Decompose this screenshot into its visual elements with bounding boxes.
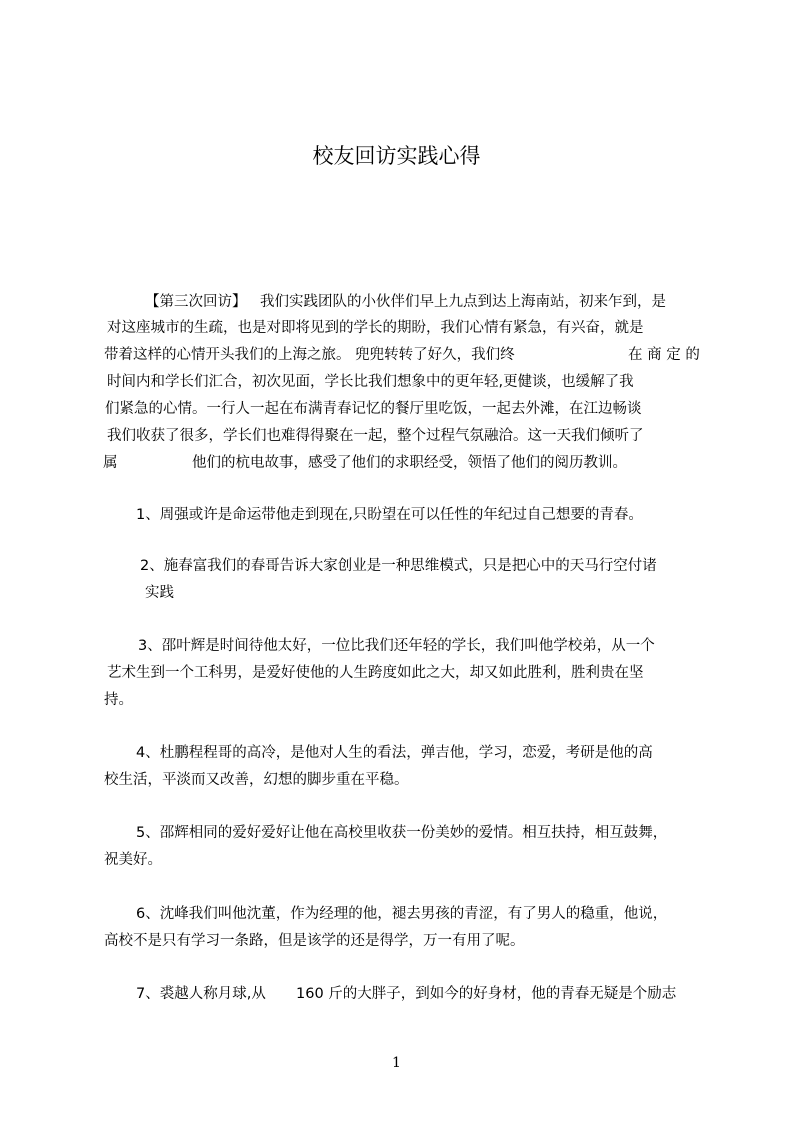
list-item-line: 3、邵叶辉是时间待他太好，一位比我们还年轻的学长，我们叫他学校弟，从一个	[138, 638, 655, 654]
list-item-line: 7、裘越人称月球,从	[136, 986, 266, 1002]
list-item-line: 祝美好。	[104, 852, 162, 868]
intro-line: 们紧急的心情。一行人一起在布满青春记忆的餐厅里吃饭，一起去外滩，在江边畅谈	[105, 401, 642, 417]
intro-line: 时间内和学长们汇合，初次见面，学长比我们想象中的更年轻,更健谈，也缓解了我	[107, 374, 634, 390]
list-item-line: 2、施春富我们的春哥告诉大家创业是一种思维模式，只是把心中的天马行空付诸	[140, 558, 657, 574]
list-item-line: 4、杜鹏程程哥的高冷，是他对人生的看法，弹吉他，学习，恋爱，考研是他的高	[136, 745, 653, 761]
intro-line: 带着这样的心情开头我们的上海之旅。 兜兜转转了好久，我们终	[104, 347, 515, 363]
document-title: 校友回访实践心得	[312, 144, 481, 168]
list-item-line: 6、沈峰我们叫他沈董，作为经理的他，褪去男孩的青涩，有了男人的稳重，他说，	[136, 906, 668, 922]
list-item-line: 5、邵辉相同的爱好爱好让他在高校里收获一份美妙的爱情。相互扶持，相互鼓舞，	[136, 825, 668, 841]
intro-line: 在 商 定 的	[628, 347, 700, 363]
page-number: 1	[392, 1055, 401, 1071]
intro-line: 他们的杭电故事，感受了他们的求职经受，领悟了他们的阅历教训。	[192, 455, 627, 471]
list-item: 1、周强或许是命运带他走到现在,只盼望在可以任性的年纪过自己想要的青春。	[136, 507, 643, 523]
list-item-line: 校生活，平淡而又改善，幻想的脚步重在平稳。	[104, 772, 409, 788]
list-item-line: 高校不是只有学习一条路，但是该学的还是得学，万一有用了呢。	[104, 933, 525, 949]
list-item-line: 实践	[145, 585, 174, 601]
list-item-line: 160 斤的大胖子，到如今的好身材，他的青春无疑是个励志	[296, 986, 677, 1002]
intro-line: 属	[103, 455, 118, 471]
intro-line: 对这座城市的生疏，也是对即将见到的学长的期盼，我们心情有紧急，有兴奋，就是	[107, 320, 644, 336]
list-item-line: 持。	[104, 692, 133, 708]
intro-label: 【第三次回访】	[145, 294, 247, 310]
intro-line: 我们实践团队的小伙伴们早上九点到达上海南站，初来乍到，是	[260, 294, 666, 310]
list-item-line: 艺术生到一个工科男，是爱好使他的人生跨度如此之大，却又如此胜利，胜利贵在坚	[107, 665, 644, 681]
intro-line: 我们收获了很多，学长们也难得得聚在一起，整个过程气氛融洽。这一天我们倾听了	[107, 428, 644, 444]
